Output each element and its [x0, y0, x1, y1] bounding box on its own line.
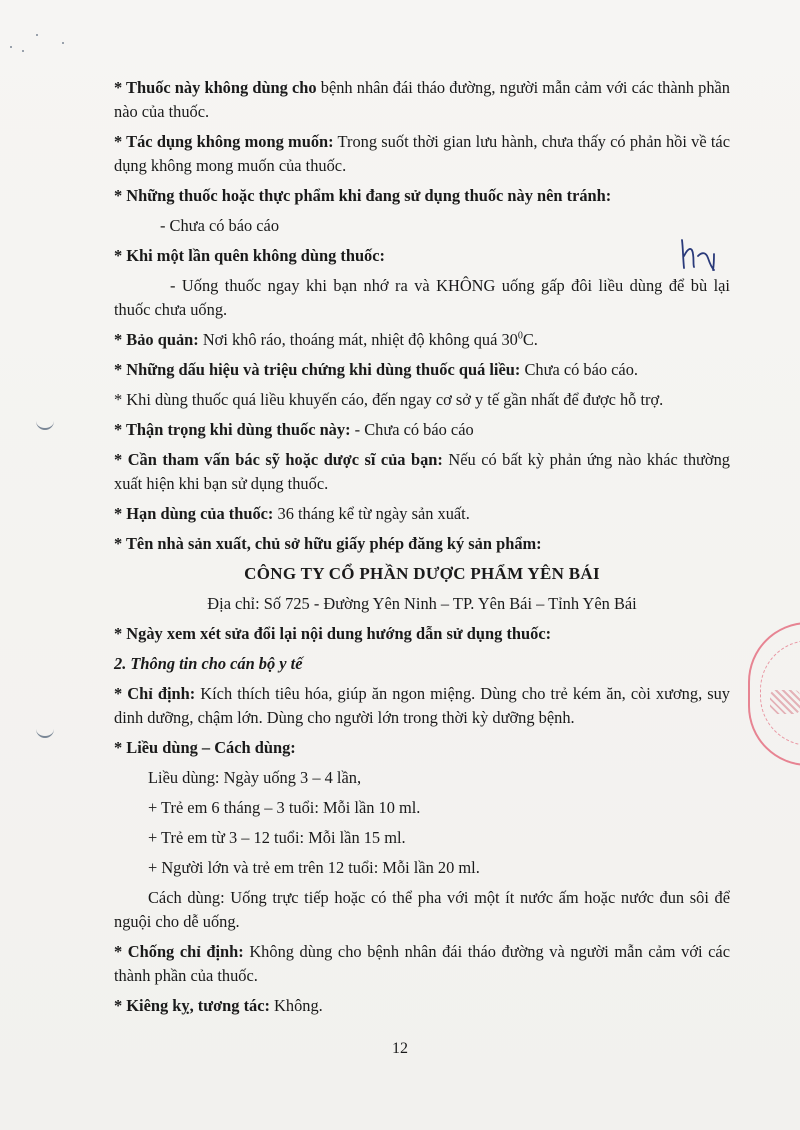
contraindication-note — [114, 76, 730, 124]
label: * Những dấu hiệu và triệu chứng khi dùng thuốc quá liều: — [114, 360, 521, 379]
text: Nếu có bất kỳ phản ứng nào khác thường xuất hiện khi bạn sử dụng thuốc. — [114, 450, 730, 493]
dosage-heading — [114, 736, 730, 760]
consult-doctor — [114, 448, 730, 496]
company-address: Địa chỉ: Số 725 - Đường Yên Ninh – TP. Yên Bái – Tỉnh Yên Bái — [207, 594, 637, 613]
avoid-heading — [114, 184, 730, 208]
dosage-line: Liều dùng: Ngày uống 3 – 4 lần, — [148, 768, 362, 787]
company-name: CÔNG TY CỔ PHẦN DƯỢC PHẨM YÊN BÁI — [244, 564, 600, 583]
text: C. — [522, 330, 538, 349]
document-body — [114, 76, 730, 1024]
label: * Ngày xem xét sửa đổi lại nội dung hướng dẫn sử dụng thuốc: — [114, 624, 552, 643]
label: * Hạn dùng của thuốc: — [114, 504, 274, 523]
label: * Chống chỉ định: — [114, 942, 244, 961]
overdose-advice: * Khi dùng thuốc quá liều khuyến cáo, đến ngay cơ sở y tế gần nhất để được hỗ trợ. — [114, 390, 664, 409]
label: * Những thuốc hoặc thực phẩm khi đang sử dụng thuốc này nên tránh: — [114, 186, 612, 205]
text: 36 tháng kể từ ngày sản xuất. — [273, 504, 470, 523]
punch-hole-mark — [36, 418, 54, 430]
superscript: 0 — [517, 330, 523, 342]
text: Kích thích tiêu hóa, giúp ăn ngon miệng. Dùng cho trẻ kém ăn, còi xương, suy dinh dưỡng, chậm lớn. Dùng cho người lớn trong thời kỳ dưỡng bệnh. — [114, 684, 731, 727]
interactions — [114, 994, 730, 1018]
storage — [114, 328, 730, 352]
manufacturer-heading — [114, 532, 730, 556]
text: Trong suốt thời gian lưu hành, chưa thấy có phản hồi về tác dụng không mong muốn của thuốc. — [114, 132, 730, 175]
label: * Chỉ định: — [114, 684, 196, 703]
label: * Khi một lần quên không dùng thuốc: — [114, 246, 385, 265]
text: Chưa có báo cáo. — [520, 360, 638, 379]
dosage-line: + Trẻ em từ 3 – 12 tuổi: Mỗi lần 15 ml. — [148, 828, 406, 847]
dosage-line: + Trẻ em 6 tháng – 3 tuổi: Mỗi lần 10 ml. — [148, 798, 421, 817]
label: * Tác dụng không mong muốn: — [114, 132, 334, 151]
avoid-text: - Chưa có báo cáo — [160, 216, 280, 235]
red-seal-emblem — [770, 690, 800, 714]
text: Không dùng cho bệnh nhân đái tháo đường và người mẫn cảm với các thành phần của thuốc. — [114, 942, 730, 985]
label: * Cần tham vấn bác sỹ hoặc dược sĩ của bạn: — [114, 450, 443, 469]
missed-dose-text: - Uống thuốc ngay khi bạn nhớ ra và KHÔNG uống gấp đôi liều dùng để bù lại thuốc chưa uống. — [114, 276, 730, 319]
dosage-line: + Người lớn và trẻ em trên 12 tuổi: Mỗi lần 20 ml. — [148, 858, 480, 877]
precautions — [114, 418, 730, 442]
revision-date-heading — [114, 622, 730, 646]
label: * Tên nhà sản xuất, chủ sở hữu giấy phép đăng ký sản phẩm: — [114, 534, 542, 553]
side-effects — [114, 130, 730, 178]
label: * Thuốc này không dùng cho — [114, 78, 317, 97]
indications — [114, 682, 730, 730]
text: Nơi khô ráo, thoáng mát, nhiệt độ không quá 30 — [198, 330, 518, 349]
usage-text: Cách dùng: Uống trực tiếp hoặc có thể pha với một ít nước ấm hoặc nước đun sôi để nguội cho dễ uống. — [114, 888, 730, 931]
label: * Liều dùng – Cách dùng: — [114, 738, 296, 757]
missed-dose-heading — [114, 244, 730, 268]
label: * Thận trọng khi dùng thuốc này: — [114, 420, 351, 439]
shelf-life — [114, 502, 730, 526]
text: bệnh nhân đái tháo đường, người mẫn cảm với các thành phần nào của thuốc. — [114, 78, 730, 121]
overdose-signs — [114, 358, 730, 382]
text: - Chưa có báo cáo — [350, 420, 474, 439]
label: * Kiêng kỵ, tương tác: — [114, 996, 270, 1015]
label: * Bảo quản: — [114, 330, 199, 349]
page-number: 12 — [392, 1040, 408, 1057]
contraindications — [114, 940, 730, 988]
punch-hole-mark — [36, 726, 54, 738]
section-heading: 2. Thông tin cho cán bộ y tế — [114, 654, 303, 673]
text: Không. — [269, 996, 323, 1015]
